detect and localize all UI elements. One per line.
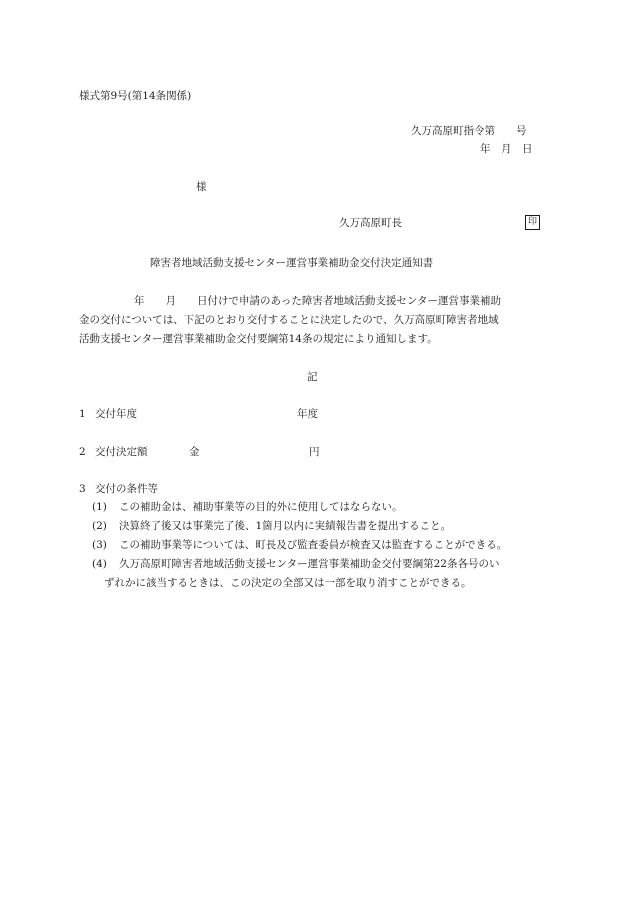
condition-marker: (4) [92, 558, 107, 570]
condition-text: この補助金は、補助事業等の目的外に使用してはならない。 [119, 501, 403, 513]
document-title: 障害者地域活動支援センター運営事業補助金交付決定通知書 [150, 257, 434, 269]
issuer-name: 久万高原町長 [339, 217, 402, 229]
item-label: 交付決定額 [95, 446, 148, 458]
ki-heading: 記 [307, 371, 318, 383]
body-line-1: 年 月 日付けで申請のあった障害者地域活動支援センター運営事業補助 [134, 295, 501, 307]
seal-stamp: 印 [525, 215, 540, 230]
condition-text: 決算終了後又は事業完了後、1箇月以内に実績報告書を提出すること。 [119, 520, 452, 532]
item-number: 3 [79, 483, 86, 495]
amount-unit: 円 [309, 446, 320, 458]
condition-continuation: ずれかに該当するときは、この決定の全部又は一部を取り消すことができる。 [104, 577, 472, 589]
fiscal-year-unit: 年度 [297, 408, 318, 420]
item-label: 交付年度 [95, 408, 137, 420]
item-number: 1 [79, 408, 86, 420]
item-label: 交付の条件等 [95, 483, 158, 495]
body-line-2: 金の交付については、下記のとおり交付することに決定したので、久万高原町障害者地域 [79, 314, 499, 326]
amount-prefix: 金 [189, 446, 200, 458]
form-label: 様式第9号(第14条関係) [79, 90, 192, 102]
condition-text: 久万高原町障害者地域活動支援センター運営事業補助金交付要綱第22条各号のい [119, 558, 500, 570]
condition-marker: (1) [92, 501, 107, 513]
condition-marker: (3) [92, 539, 107, 551]
issue-date: 年 月 日 [480, 143, 533, 155]
addressee-honorific: 様 [196, 181, 207, 193]
condition-marker: (2) [92, 520, 107, 532]
item-number: 2 [79, 446, 86, 458]
body-line-3: 活動支援センター運営事業補助金交付要綱第14条の規定により通知します。 [79, 333, 438, 345]
directive-number: 久万高原町指令第 号 [411, 125, 527, 137]
condition-text: この補助事業等については、町長及び監査委員が検査又は監査することができる。 [119, 539, 508, 551]
